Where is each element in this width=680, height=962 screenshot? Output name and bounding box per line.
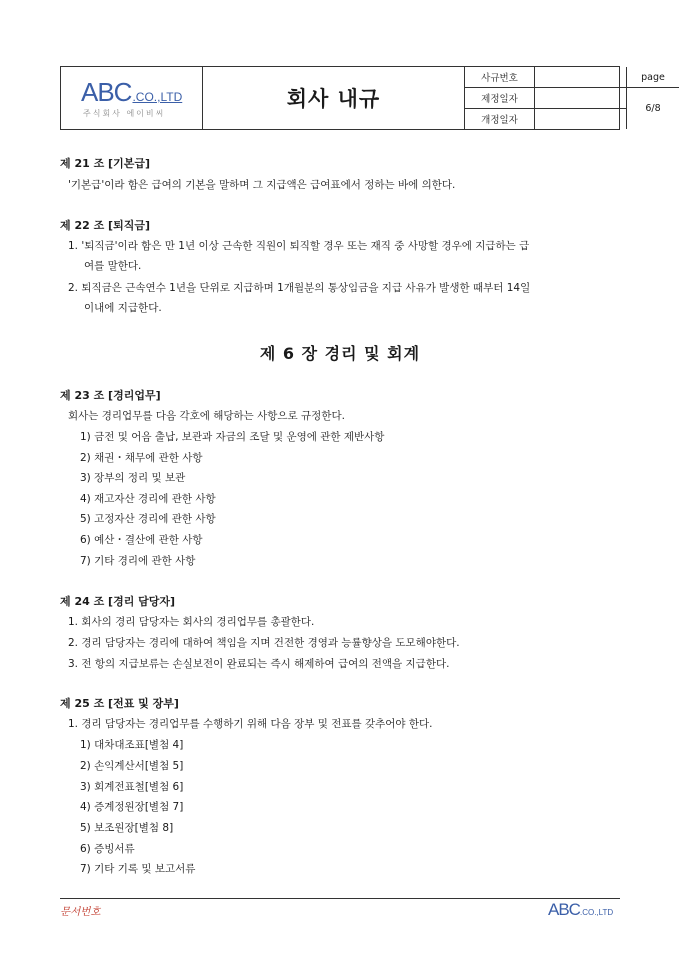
article-text-line: 여를 말한다. xyxy=(84,260,142,272)
article-heading: 제 21 조 [기본급] xyxy=(60,157,150,170)
article-text-line: '기본급'이라 함은 급여의 기본을 말하며 그 지급액은 급여표에서 정하는 바에 의한다. xyxy=(68,179,456,191)
logo-subtitle: 주식회사 에이비씨 xyxy=(83,109,166,118)
page-label: page xyxy=(627,67,679,88)
list-item: 7) 기타 기록 및 보고서류 xyxy=(80,863,196,875)
list-item: 6) 예산・결산에 관한 사항 xyxy=(80,534,203,546)
company-logo xyxy=(81,77,182,108)
article-text-line: 2. 퇴직금은 근속연수 1년을 단위로 지급하며 1개월분의 통상임금을 지급 사유가 발생한 때부터 14일 xyxy=(68,282,531,294)
document-title-cell xyxy=(203,67,465,129)
article-text-line: 2. 경리 담당자는 경리에 대하여 책임을 지며 건전한 경영과 능률향상을 도모해야한다. xyxy=(68,637,460,649)
article-heading: 제 23 조 [경리업무] xyxy=(60,389,161,402)
list-item: 2) 손익계산서[별첨 5] xyxy=(80,760,184,772)
footer-logo-suffix: .CO.,LTD xyxy=(579,908,614,917)
article-text-line: 회사는 경리업무를 다음 각호에 해당하는 사항으로 규정한다. xyxy=(68,410,345,422)
list-item: 4) 재고자산 경리에 관한 사항 xyxy=(80,493,216,505)
list-item: 4) 증계정원장[별첨 7] xyxy=(80,801,184,813)
company-logo-cell xyxy=(61,67,203,129)
rule-number-value xyxy=(535,67,627,88)
logo-suffix-text: .CO.,LTD xyxy=(132,90,183,104)
list-item: 6) 증빙서류 xyxy=(80,843,135,855)
rule-number-label: 사규번호 xyxy=(465,67,535,88)
list-item: 1) 대차대조표[별첨 4] xyxy=(80,739,184,751)
footer-logo-main: ABC xyxy=(548,900,580,919)
footer-divider xyxy=(60,898,620,899)
enactment-date-label: 제정일자 xyxy=(465,88,535,109)
revision-date-value xyxy=(535,109,627,129)
logo-main-text: ABC xyxy=(81,77,132,107)
page-number: 6/8 xyxy=(645,103,661,114)
document-number-label: 문서번호 xyxy=(60,906,101,918)
article-text-line: 3. 전 항의 지급보류는 손실보전이 완료되는 즉시 해제하여 급여의 전액을 지급한다. xyxy=(68,658,450,670)
list-item: 3) 회계전표철[별첨 6] xyxy=(80,781,184,793)
revision-date-label: 개정일자 xyxy=(465,109,535,129)
article-text-line: 1. 회사의 경리 담당자는 회사의 경리업무를 총괄한다. xyxy=(68,616,315,628)
document-header-table xyxy=(60,66,665,130)
article-heading: 제 22 조 [퇴직금] xyxy=(60,219,150,232)
list-item: 5) 보조원장[별첨 8] xyxy=(80,822,174,834)
article-text-line: 1. 경리 담당자는 경리업무를 수행하기 위해 다음 장부 및 전표를 갖추어야 한다. xyxy=(68,718,433,730)
chapter-heading: 제 6 장 경리 및 회계 xyxy=(259,344,421,363)
document-title: 회사 내규 xyxy=(286,87,381,111)
article-text-line: 1. '퇴직금'이라 함은 만 1년 이상 근속한 직원이 퇴직할 경우 또는 재직 중 사망할 경우에 지급하는 급 xyxy=(68,240,530,252)
list-item: 1) 금전 및 어음 출납, 보관과 자금의 조달 및 운영에 관한 제반사항 xyxy=(80,431,385,443)
list-item: 5) 고정자산 경리에 관한 사항 xyxy=(80,513,216,525)
footer-logo xyxy=(548,900,613,920)
enactment-date-value xyxy=(535,88,627,109)
article-heading: 제 25 조 [전표 및 장부] xyxy=(60,697,179,710)
list-item: 2) 채권・채무에 관한 사항 xyxy=(80,452,203,464)
list-item: 7) 기타 경리에 관한 사항 xyxy=(80,555,196,567)
article-text-line: 이내에 지급한다. xyxy=(84,302,162,314)
article-heading: 제 24 조 [경리 담당자] xyxy=(60,595,176,608)
list-item: 3) 장부의 정리 및 보관 xyxy=(80,472,186,484)
